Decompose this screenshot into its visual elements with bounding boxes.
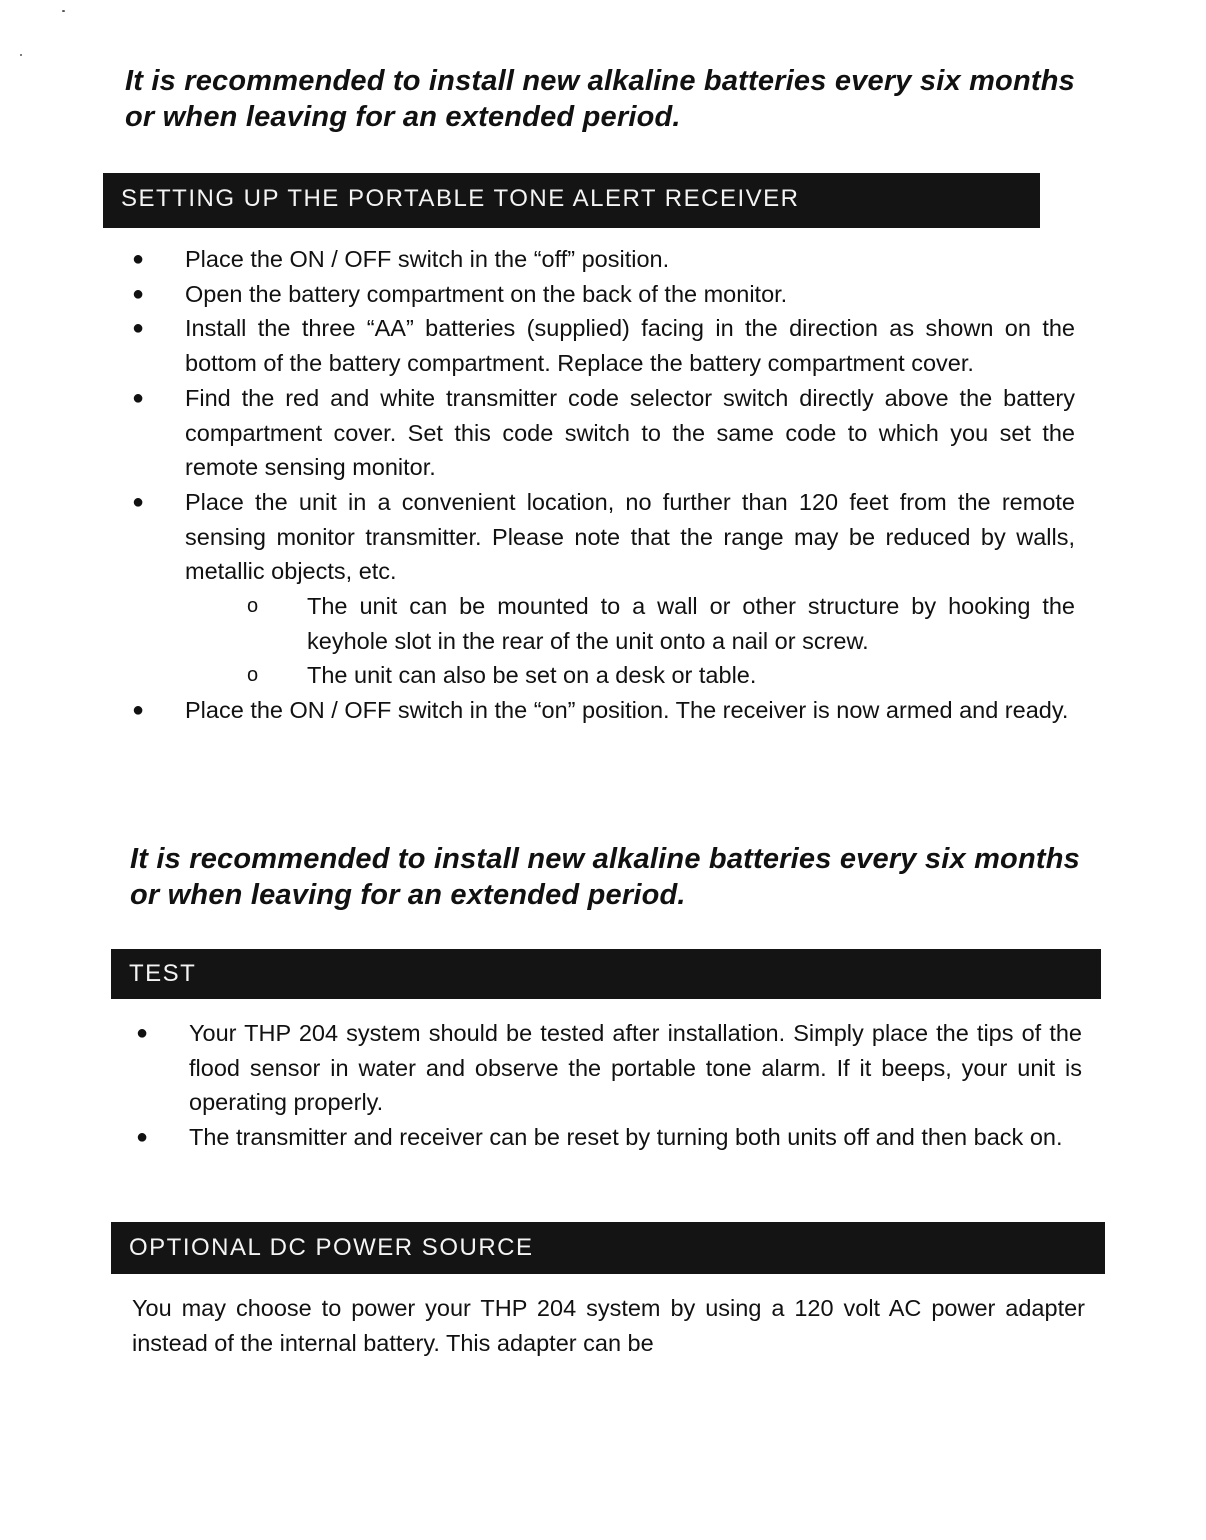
sub-list-item-text: The unit can also be set on a desk or table. xyxy=(307,662,757,689)
section-header-setup-label: SETTING UP THE PORTABLE TONE ALERT RECEIVER xyxy=(121,185,800,212)
list-item-text: The transmitter and receiver can be reset by turning both units off and then back on. xyxy=(189,1124,1063,1151)
section-header-dc-power-label: OPTIONAL DC POWER SOURCE xyxy=(129,1234,534,1261)
list-item-text: Find the red and white transmitter code selector switch directly above the battery compartment cover. Set this code switch to the same code to which you set the remote sensing monitor. xyxy=(185,384,1075,481)
list-item-text: Install the three “AA” batteries (supplied) facing in the direction as shown on the bottom of the battery compartment. Replace the battery compartment cover. xyxy=(185,315,1075,377)
bullet-icon: ● xyxy=(132,282,145,305)
sub-list-item xyxy=(247,589,1075,658)
bullet-icon: ● xyxy=(132,248,145,270)
list-item xyxy=(136,1016,1082,1120)
battery-recommendation-note: It is recommended to install new alkaline batteries every six months or when leaving for an extended period. xyxy=(125,65,1075,133)
section-header-dc-power xyxy=(111,1222,1105,1274)
dc-power-paragraph: You may choose to power your THP 204 system by using a 120 volt AC power adapter instead of the internal battery. This adapter can be xyxy=(132,1295,1085,1356)
battery-recommendation-note-repeat: It is recommended to install new alkaline batteries every six months or when leaving for an extended period. xyxy=(130,843,1080,911)
test-steps-list xyxy=(136,1016,1082,1155)
bullet-icon: ● xyxy=(136,1022,149,1044)
list-item xyxy=(132,277,1075,312)
hollow-bullet-icon: o xyxy=(247,664,259,687)
list-item-text: Place the ON / OFF switch in the “on” position. The receiver is now armed and ready. xyxy=(185,697,1069,724)
sub-list-item xyxy=(247,658,1075,693)
sub-list-item-text: The unit can be mounted to a wall or other structure by hooking the keyhole slot in the rear of the unit onto a nail or screw. xyxy=(307,593,1075,654)
setup-steps-list xyxy=(132,242,1075,728)
bullet-icon: ● xyxy=(132,699,145,722)
list-item-text: Place the unit in a convenient location, no further than 120 feet from the remote sensing monitor transmitter. Please note that the range may be reduced by walls, metallic objects, etc. xyxy=(185,488,1075,585)
bullet-icon: ● xyxy=(136,1126,149,1149)
placement-options-list xyxy=(185,589,1075,693)
list-item xyxy=(132,242,1075,277)
section-header-test-label: TEST xyxy=(129,960,197,987)
section-header-test xyxy=(111,949,1101,999)
section-header-setup xyxy=(103,173,1040,228)
list-item xyxy=(132,693,1075,728)
bullet-icon: ● xyxy=(132,386,145,409)
list-item xyxy=(136,1120,1082,1155)
list-item-text: Your THP 204 system should be tested after installation. Simply place the tips of the flood sensor in water and observe the portable tone alarm. If it beeps, your unit is operating properly. xyxy=(189,1020,1082,1116)
list-item xyxy=(132,485,1075,693)
list-item-text: Open the battery compartment on the back of the monitor. xyxy=(185,280,788,307)
bullet-icon: ● xyxy=(132,490,145,513)
list-item-text: Place the ON / OFF switch in the “off” position. xyxy=(185,246,670,272)
list-item xyxy=(132,311,1075,380)
scan-speck xyxy=(20,54,22,56)
hollow-bullet-icon: o xyxy=(247,595,259,618)
bullet-icon: ● xyxy=(132,317,145,340)
scan-speck xyxy=(62,10,65,12)
list-item xyxy=(132,381,1075,485)
